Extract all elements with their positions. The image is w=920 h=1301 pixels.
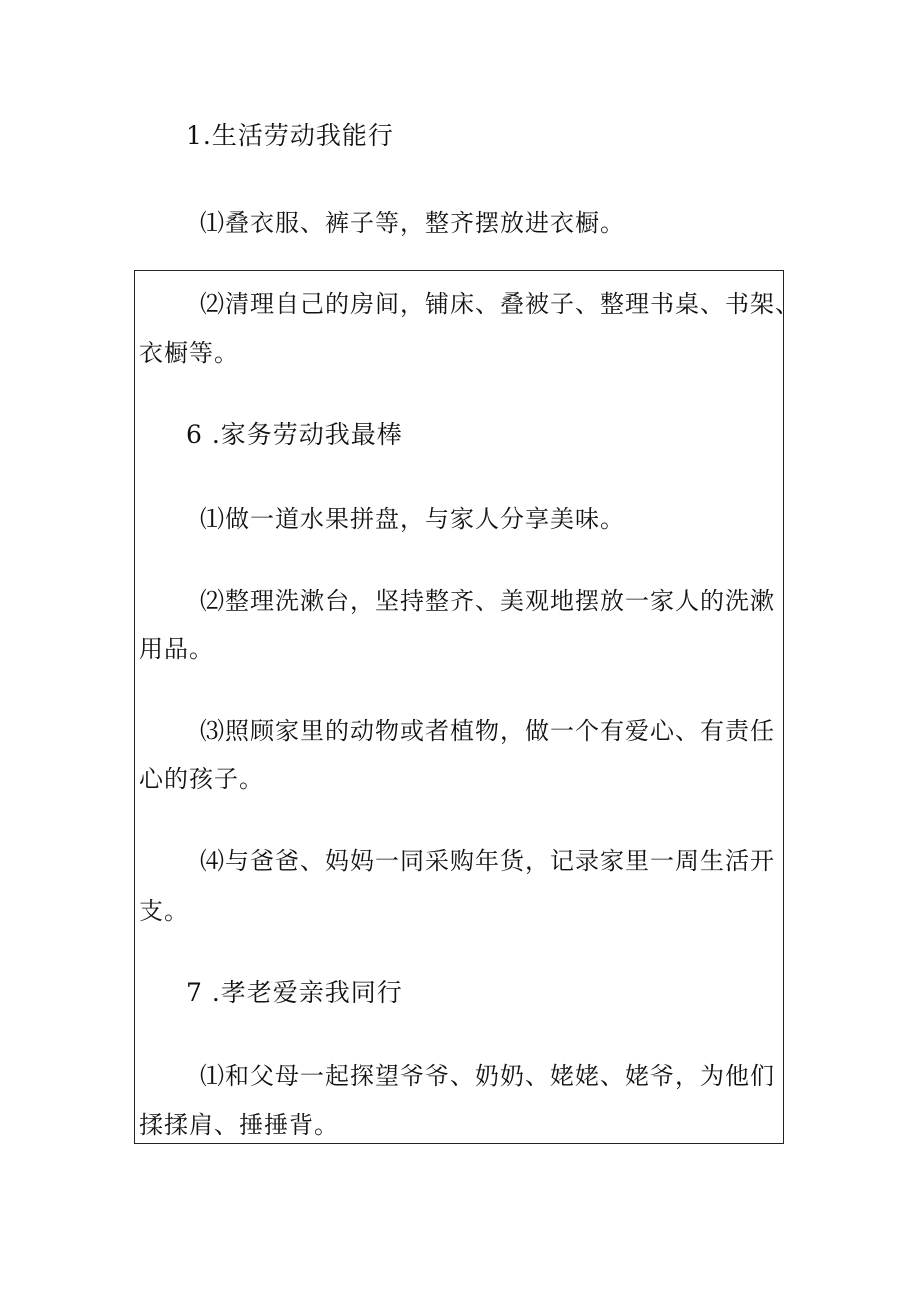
list-item: ⑴做一道水果拼盘，与家人分享美味。 (200, 505, 625, 533)
list-item-continuation: 心的孩子。 (139, 765, 264, 793)
list-item: ⑶照顾家里的动物或者植物，做一个有爱心、有责任 (200, 717, 775, 745)
content-border-box (134, 270, 784, 1144)
list-item-continuation: 用品。 (139, 635, 214, 663)
list-item-continuation: 衣橱等。 (139, 339, 239, 367)
list-item-continuation: 揉揉肩、捶捶背。 (139, 1111, 339, 1139)
list-item: ⑷与爸爸、妈妈一同采购年货，记录家里一周生活开 (200, 847, 775, 875)
list-item: ⑴和父母一起探望爷爷、奶奶、姥姥、姥爷，为他们 (200, 1062, 775, 1090)
list-item: ⑴叠衣服、裤子等，整齐摆放进衣橱。 (200, 209, 625, 237)
list-item: ⑵清理自己的房间，铺床、叠被子、整理书桌、书架、 (200, 290, 800, 318)
section-heading-6: 6 .家务劳动我最棒 (186, 420, 403, 449)
section-heading-7: 7 .孝老爱亲我同行 (186, 978, 403, 1007)
list-item: ⑵整理洗漱台，坚持整齐、美观地摆放一家人的洗漱 (200, 587, 775, 615)
list-item-continuation: 支。 (139, 897, 189, 925)
section-heading-1: 1.生活劳动我能行 (186, 121, 394, 150)
